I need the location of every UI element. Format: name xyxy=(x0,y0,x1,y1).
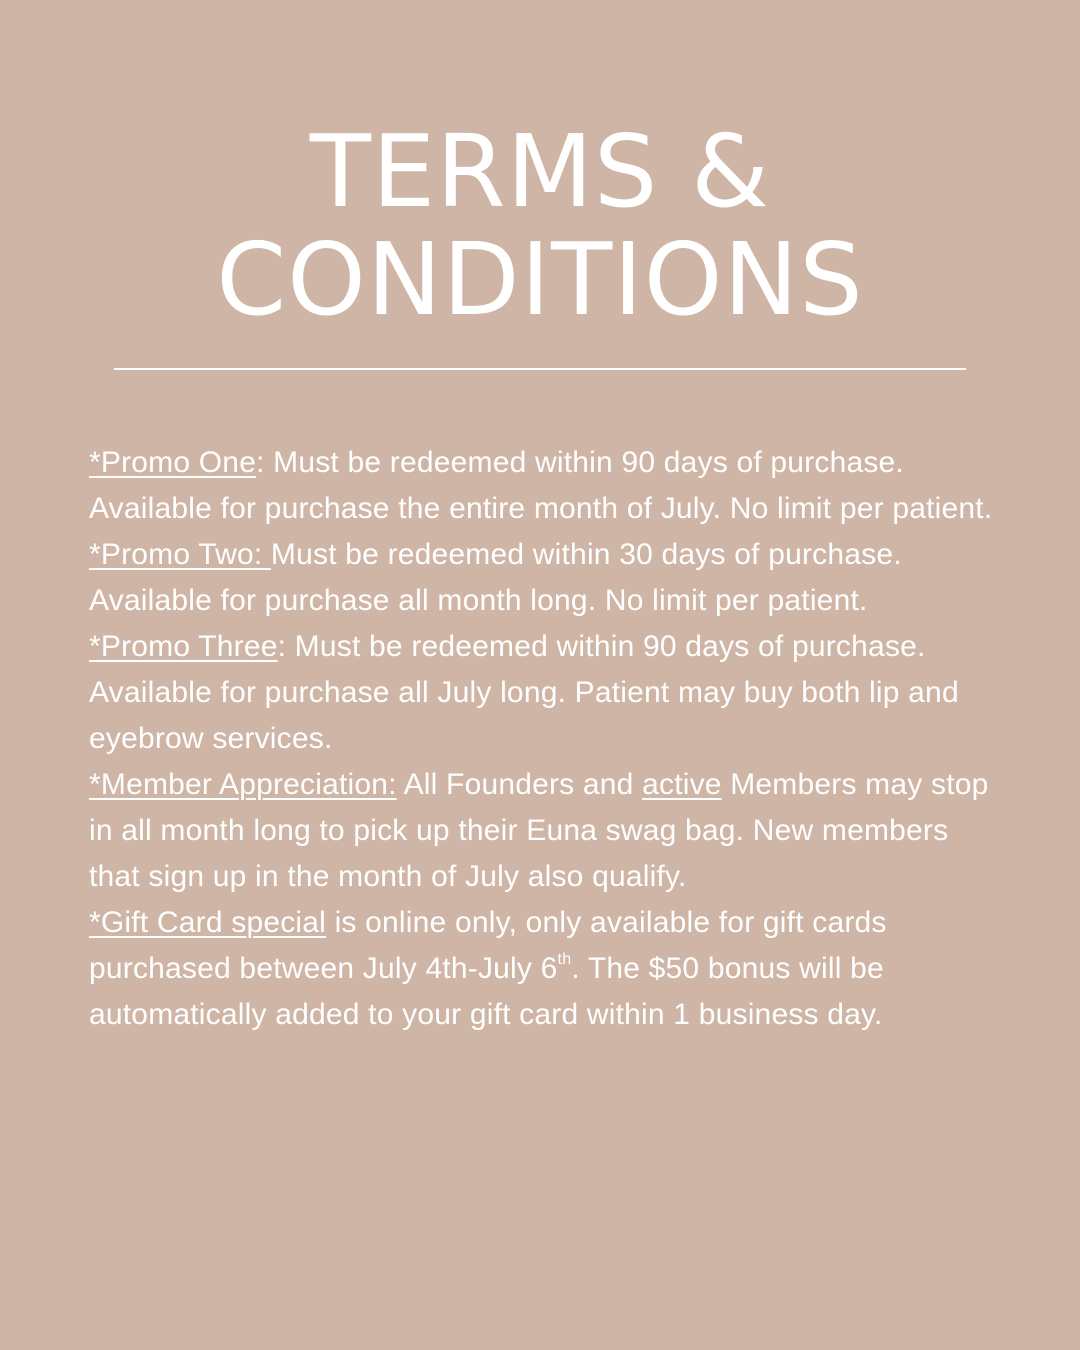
term-label-gift-card: *Gift Card special xyxy=(89,906,327,939)
term-promo-three xyxy=(89,624,999,762)
page-title-line-2: CONDITIONS xyxy=(216,221,864,338)
term-promo-one xyxy=(89,440,999,532)
term-text-gift-card-end: . The $50 bonus will be automatically added to your gift card within 1 business day. xyxy=(89,952,884,1031)
term-superscript-th: th xyxy=(557,951,572,968)
term-label-promo-two: *Promo Two: xyxy=(89,538,271,571)
term-text-member-appreciation-end: Members may stop in all month long to pick up their Euna swag bag. New members that sign up in the month of July also qualify. xyxy=(89,768,989,893)
term-label-member-appreciation: *Member Appreciation: xyxy=(89,768,397,801)
terms-list xyxy=(89,440,999,1038)
title-divider xyxy=(114,368,966,370)
term-text-promo-three: : Must be redeemed within 90 days of purchase. Available for purchase all July long. Patient may buy both lip and eyebrow services. xyxy=(89,630,959,755)
term-label-promo-three: *Promo Three xyxy=(89,630,278,663)
page-title xyxy=(0,113,1080,338)
term-text-promo-two: Must be redeemed within 30 days of purchase. Available for purchase all month long. No limit per patient. xyxy=(89,538,902,617)
term-member-appreciation xyxy=(89,762,999,900)
term-gift-card xyxy=(89,900,999,1038)
term-emphasis-active: active xyxy=(642,768,722,801)
term-label-promo-one: *Promo One xyxy=(89,446,257,479)
page-title-line-1: TERMS & xyxy=(309,113,771,230)
term-text-promo-one: : Must be redeemed within 90 days of purchase. Available for purchase the entire month of July. No limit per patient. xyxy=(89,446,993,525)
term-text-member-appreciation-start: All Founders and xyxy=(396,768,643,801)
term-text-gift-card-start: is online only, only available for gift cards purchased between July 4th-July 6 xyxy=(89,906,887,985)
term-promo-two xyxy=(89,532,999,624)
